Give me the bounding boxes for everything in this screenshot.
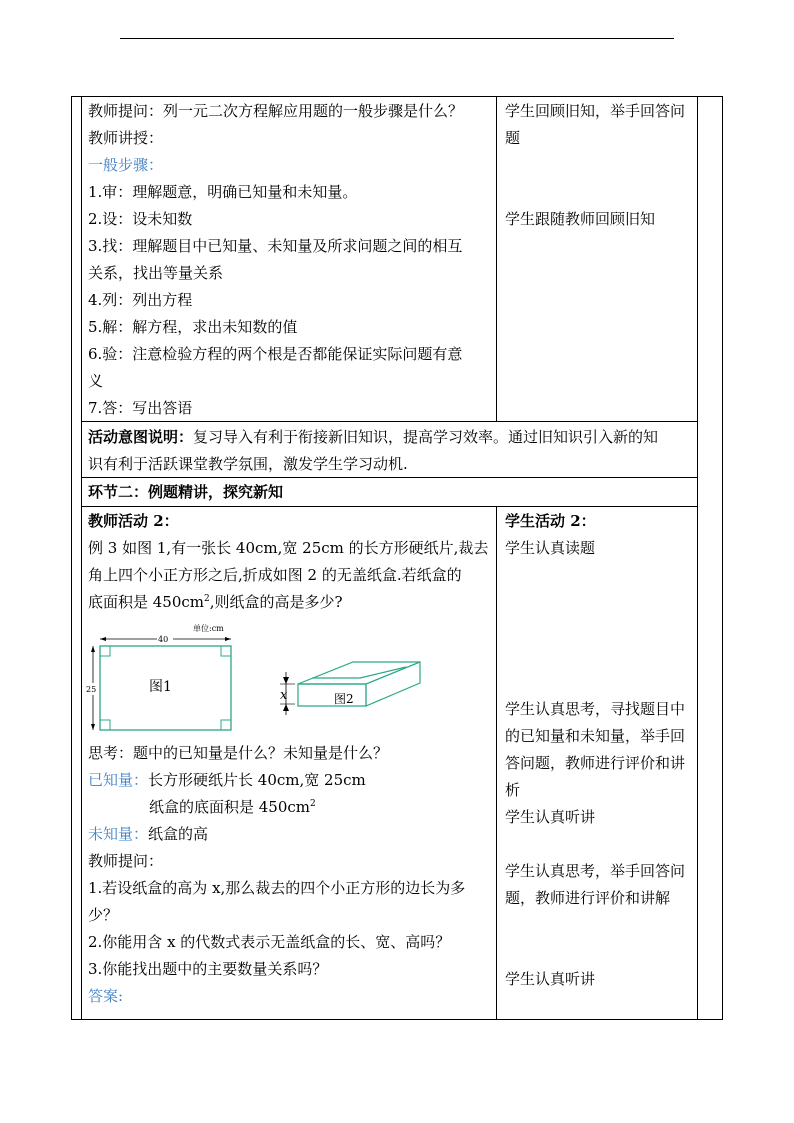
box-right-face [366,662,420,706]
corner-square-tl [100,646,110,656]
student-listen-2: 学生认真听讲 [505,970,596,988]
width-dim-arrow-left [100,637,106,641]
student-read: 学生认真读题 [505,539,596,557]
header-rule [120,38,674,39]
question-1-cont: 少？ [88,906,119,924]
student-think-3: 答问题，教师进行评价和讲 [505,754,686,772]
teacher-lecture: 教师讲授： [88,129,164,147]
known-value-2: 纸盒的底面积是 450cm [149,798,311,816]
step-4: 4.列：列出方程 [88,291,193,309]
x-dim-arrow-top [283,677,289,684]
example-line-3-post: ,则纸盒的高是多少? [209,593,343,611]
table-inner-right-border [697,96,698,1020]
column-divider-bottom [496,506,497,1020]
corner-square-br [221,720,231,730]
unknown-value: 纸盒的高 [148,825,209,843]
intent-line-2: 识有利于活跃课堂教学氛围，激发学生学习动机. [88,455,408,473]
student-listen-1: 学生认真听讲 [505,808,596,826]
student-think-4: 析 [505,781,521,799]
student-review-cont: 题 [505,129,521,147]
intent-text-1: 复习导入有利于衔接新旧知识，提高学习效率。通过旧知识引入新的知 [193,428,659,446]
known-value-1: 长方形硬纸片长 40cm,宽 25cm [148,771,366,789]
step-1: 1.审：理解题意，明确已知量和未知量。 [88,183,358,201]
student-think-2: 的已知量和未知量，举手回 [505,727,686,745]
think-question: 思考：题中的已知量是什么？未知量是什么？ [88,744,389,762]
example-line-1: 例 3 如图 1,有一张长 40cm,宽 25cm 的长方形硬纸片,裁去 [88,539,489,557]
question-1: 1.若设纸盒的高为 x,那么裁去的四个小正方形的边长为多 [88,879,466,897]
question-2: 2.你能用含 x 的代数式表示无盖纸盒的长、宽、高吗？ [88,933,451,951]
step-3: 3.找：理解题目中已知量、未知量及所求问题之间的相互 [88,237,463,255]
x-label: x [280,688,288,703]
unknown-line [88,825,208,843]
height-dim-arrow-bottom [91,724,95,730]
box-back-rim [298,662,420,684]
known-label: 已知量： [88,771,149,789]
student-answer-1: 学生认真思考，举手回答问 [505,862,686,880]
row-divider-2 [81,477,697,478]
column-divider-top [496,96,497,421]
intent-line-1 [88,428,658,446]
known-value-2-sup: 2 [310,799,316,809]
row-divider-1 [81,421,697,422]
open-box [298,662,420,706]
step-2: 2.设：设未知数 [88,210,193,228]
row-divider-3 [81,506,697,507]
known-line-1 [88,771,366,789]
known-line-2 [149,798,316,816]
general-steps-heading: 一般步骤： [88,156,164,174]
corner-square-tr [221,646,231,656]
step-6-cont: 义 [88,372,104,390]
answer-label: 答案: [88,987,124,1005]
figure-2-label: 图2 [334,692,354,706]
question-3: 3.你能找出题中的主要数量关系吗？ [88,960,328,978]
box-front-face [298,684,366,706]
unit-label: 单位:cm [193,624,224,633]
example-line-3-sup: 2 [204,594,210,604]
table-inner-left-border [81,96,82,1020]
figure-1-label: 图1 [149,679,172,695]
step-7: 7.答：写出答语 [88,399,193,417]
step-5: 5.解：解方程，求出未知数的值 [88,318,298,336]
example-line-2: 角上四个小正方形之后,折成如图 2 的无盖纸盒.若纸盒的 [88,566,462,584]
student-follow: 学生跟随教师回顾旧知 [505,210,656,228]
student-think-1: 学生认真思考，寻找题目中 [505,700,686,718]
step-6: 6.验：注意检验方程的两个根是否都能保证实际问题有意 [88,345,463,363]
teacher-activity-2-title: 教师活动 2： [88,512,179,530]
corner-square-bl [100,720,110,730]
example-figure [80,620,440,745]
example-line-3 [88,593,343,611]
example-line-3-pre: 底面积是 450cm [88,593,205,611]
section-2-heading: 环节二：例题精讲，探究新知 [88,483,284,501]
height-dim-arrow-top [91,646,95,652]
unknown-label: 未知量： [88,825,149,843]
student-review: 学生回顾旧知，举手回答问 [505,102,686,120]
teacher-question: 教师提问：列一元二次方程解应用题的一般步骤是什么？ [88,102,464,120]
height-dim-label: 25 [86,685,97,694]
step-3-cont: 关系，找出等量关系 [88,264,224,282]
student-answer-2: 题，教师进行评价和讲解 [505,889,671,907]
teacher-ask-2: 教师提问： [88,852,164,870]
student-activity-2-title: 学生活动 2： [505,512,596,530]
width-dim-label: 40 [158,635,169,644]
width-dim-arrow-right [225,637,231,641]
intent-label: 活动意图说明： [88,428,194,446]
x-dim-arrow-bottom [283,704,289,711]
